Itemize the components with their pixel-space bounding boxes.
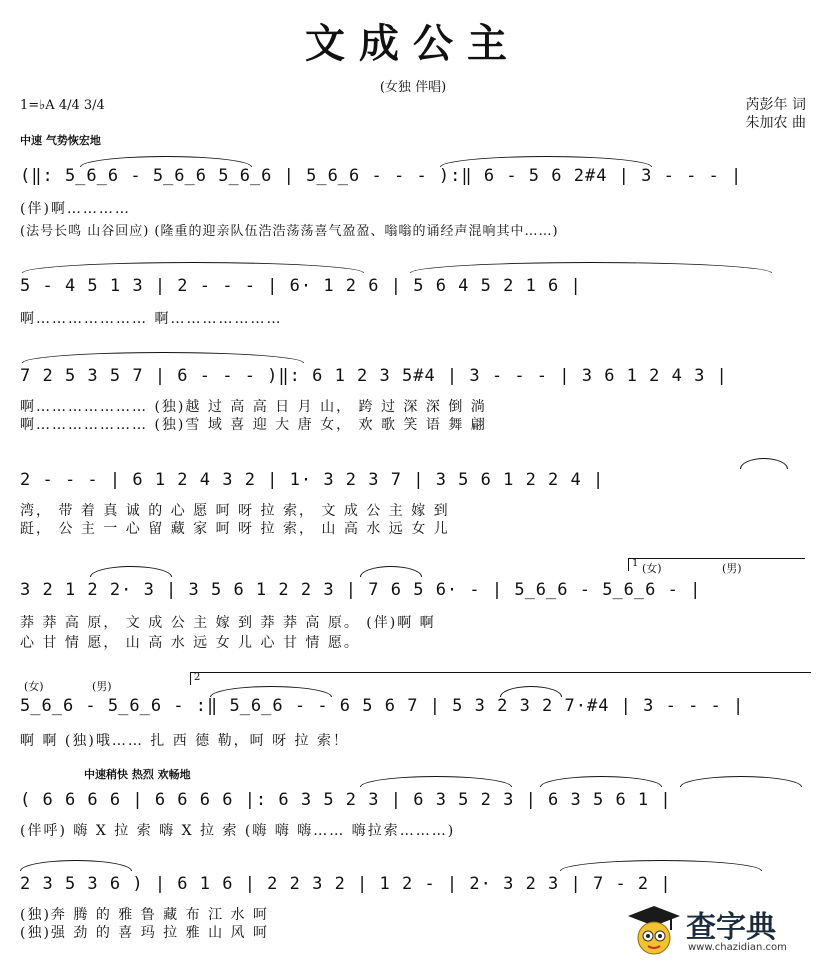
volta-number-2: 2 <box>194 672 201 683</box>
notes-line: 5 - 4 5 1 3 | 2 - - - | 6· 1 2 6 | 5 6 4 5 2 1 6 | <box>20 276 582 296</box>
volta-number-1: 1 <box>632 558 639 569</box>
notes-line: ( 6 6 6 6 | 6 6 6 6 |: 6 3 5 2 3 | 6 3 5 2 3 | 6 3 5 6 1 | <box>20 790 672 810</box>
graduate-owl-icon <box>624 900 684 960</box>
lyricist-credit: 芮彭年 词 <box>745 97 806 113</box>
slur <box>740 458 788 469</box>
voice-mark-female: (女) <box>24 680 44 693</box>
notes-line: 5̲6̲6 - 5̲6̲6 - :‖ 5̲6̲6 - - 6 5 6 7 | 5 3 2 3 2 7·#4 | 3 - - - | <box>20 696 745 716</box>
watermark-logo[interactable] <box>624 900 814 962</box>
lyric-line: 心 甘 情 愿， 山 高 水 远 女 儿 心 甘 情 愿。 <box>20 635 360 651</box>
key-signature: 1=♭A 4/4 3/4 <box>20 98 105 113</box>
slur <box>560 860 762 871</box>
lyric-line: 跹， 公 主 一 心 留 藏 家 呵 呀 拉 索， 山 高 水 远 女 儿 <box>20 521 450 537</box>
slur <box>680 776 802 787</box>
slur <box>360 776 512 787</box>
lyric-line: (伴)啊………… <box>20 201 131 217</box>
notes-line: 2 3 5 3 6 ) | 6 1 6 | 2 2 3 2 | 1 2 - | 2· 3 2 3 | 7 - 2 | <box>20 874 672 894</box>
slur <box>22 262 364 273</box>
lyric-line: 莽 莽 高 原， 文 成 公 主 嫁 到 莽 莽 高 原。 (伴)啊 啊 <box>20 615 436 631</box>
lyric-line: 啊………………… (独)雪 域 喜 迎 大 唐 女， 欢 歌 笑 语 舞 翩 <box>20 417 487 433</box>
slur <box>20 860 132 871</box>
voice-mark-male: (男) <box>722 562 742 575</box>
lyric-line: (独)强 劲 的 喜 玛 拉 雅 山 风 呵 <box>20 925 269 941</box>
lyric-line: (独)奔 腾 的 雅 鲁 藏 布 江 水 呵 <box>20 907 269 923</box>
volta-bracket-2 <box>190 672 811 685</box>
slur <box>540 776 662 787</box>
voice-mark-female: (女) <box>642 562 662 575</box>
watermark-name: 查字典 <box>686 910 776 945</box>
lyric-line: 啊………………… 啊………………… <box>20 311 283 327</box>
slur <box>360 566 422 577</box>
watermark-url: www.chazidian.com <box>688 942 787 953</box>
voice-mark-male: (男) <box>92 680 112 693</box>
slur <box>22 352 304 363</box>
slur <box>90 566 172 577</box>
tempo-marking: 中速 气势恢宏地 <box>20 134 101 147</box>
composer-credit: 朱加农 曲 <box>745 115 806 131</box>
notes-line: 7 2 5 3 5 7 | 6 - - - )‖: 6 1 2 3 5#4 | 3 - - - | 3 6 1 2 4 3 | <box>20 366 728 386</box>
lyric-line: (法号长鸣 山谷回应) (隆重的迎亲队伍浩浩荡荡喜气盈盈、嗡嗡的诵经声混响其中……) <box>20 224 559 239</box>
page-subtitle: (女独 伴唱) <box>379 80 447 95</box>
tempo-marking: 中速稍快 热烈 欢畅地 <box>84 768 191 781</box>
slur <box>410 262 772 273</box>
notes-line: 2 - - - | 6 1 2 4 3 2 | 1· 3 2 3 7 | 3 5 6 1 2 2 4 | <box>20 470 605 490</box>
page-title: 文成公主 <box>305 20 521 67</box>
lyric-line: 啊 啊 (独)哦…… 扎 西 德 勒，呵 呀 拉 索！ <box>20 733 349 749</box>
lyric-line: (伴呼) 嗨 X 拉 索 嗨 X 拉 索 (嗨 嗨 嗨…… 嗨拉索………) <box>20 823 456 839</box>
lyric-line: 啊………………… (独)越 过 高 高 日 月 山， 跨 过 深 深 倒 淌 <box>20 399 487 415</box>
lyric-line: 湾， 带 着 真 诚 的 心 愿 呵 呀 拉 索， 文 成 公 主 嫁 到 <box>20 503 450 519</box>
notes-line: 3 2 1 2 2· 3 | 3 5 6 1 2 2 3 | 7 6 5 6· - | 5̲6̲6 - 5̲6̲6 - | <box>20 580 702 600</box>
notes-line: (‖: 5̲6̲6 - 5̲6̲6 5̲6̲6 | 5̲6̲6 - - - ):‖ 6 - 5 6 2#4 | 3 - - - | <box>20 166 743 186</box>
